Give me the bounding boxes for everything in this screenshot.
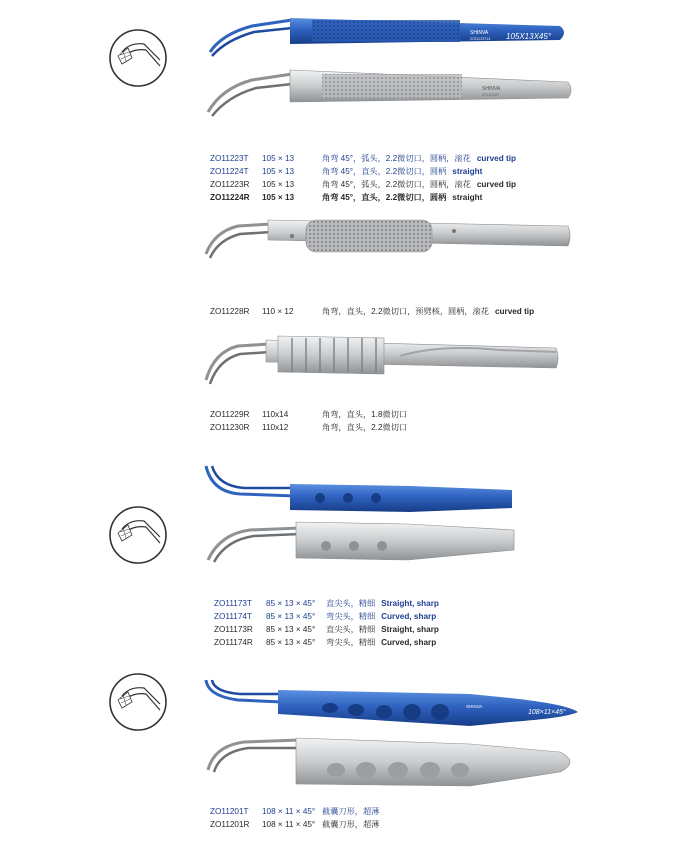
product-code: ZO11173R <box>214 625 253 634</box>
product-code: ZO11224T <box>210 167 249 176</box>
product-english-note: Curved, sharp <box>381 638 437 647</box>
caption-line <box>210 165 516 178</box>
forceps-steel-knurled <box>208 70 571 116</box>
tip-detail-icon <box>110 30 166 86</box>
caption-line <box>210 191 516 204</box>
product-size: 85 × 13 × 45° <box>266 638 316 647</box>
product-size: 108 × 11 × 45° <box>262 807 316 816</box>
caption-line <box>214 636 439 649</box>
product-code: ZO11201R <box>210 820 250 829</box>
product-size: 105 × 13 <box>262 154 295 163</box>
instrument-brand-mark: SHINVA <box>466 704 483 709</box>
forceps-steel-ringed-grip <box>206 336 558 384</box>
product-description: 弯尖头，精细 <box>326 612 376 621</box>
caption-group-5 <box>210 805 385 831</box>
product-english-note: straight <box>452 167 483 176</box>
instrument-brand-mark: SHINVA <box>470 30 489 36</box>
product-english-note: straight <box>452 193 483 202</box>
forceps-steel-capsulorhexis <box>208 738 570 786</box>
product-size: 85 × 13 × 45° <box>266 625 316 634</box>
product-code: ZO11229R <box>210 410 250 419</box>
product-english-note: curved tip <box>494 307 535 316</box>
product-english-note: Straight, sharp <box>381 625 439 634</box>
product-english-note: curved tip <box>476 180 516 189</box>
product-size: 85 × 13 × 45° <box>266 612 316 621</box>
product-english-note: Straight, sharp <box>381 599 439 608</box>
product-size: 85 × 13 × 45° <box>266 599 316 608</box>
product-english-note: curved tip <box>476 154 516 163</box>
product-size: 105 × 13 <box>262 193 295 202</box>
product-size: 105 × 13 <box>262 180 295 189</box>
product-code: ZO11174R <box>214 638 253 647</box>
product-english-note: Curved, sharp <box>381 612 437 621</box>
tip-detail-icon <box>110 507 166 563</box>
caption-line <box>210 805 385 818</box>
product-code: ZO11223R <box>210 180 250 189</box>
instrument-brand-mark: SHINVA <box>482 86 501 92</box>
caption-line <box>214 597 439 610</box>
product-code: ZO11201T <box>210 807 249 816</box>
tip-detail-icon <box>110 674 166 730</box>
instrument-code-mark: ZO11223R <box>482 93 499 97</box>
caption-line <box>210 178 516 191</box>
instrument-code-mark: ZO11223T14 <box>470 37 491 41</box>
caption-group-3 <box>210 408 413 434</box>
product-description: 角弯 45°，弧头，2.2微切口，圆柄，滚花 <box>322 154 471 163</box>
instrument-engraving: 108×11×45° <box>528 709 566 716</box>
caption-group-2 <box>210 305 534 318</box>
product-code: ZO11228R <box>210 307 250 316</box>
forceps-blue-knurled <box>210 18 564 56</box>
product-size: 105 × 13 <box>262 167 295 176</box>
product-description: 截囊刀形，超薄 <box>322 820 380 829</box>
product-size: 110x12 <box>262 423 289 432</box>
caption-line <box>214 610 439 623</box>
product-description: 角弯，直头，1.8微切口 <box>322 410 408 419</box>
caption-line <box>210 818 385 831</box>
product-description: 角弯，直头，2.2微切口 <box>322 423 408 432</box>
product-size: 110x14 <box>262 410 289 419</box>
caption-line <box>210 421 413 434</box>
product-code: ZO11230R <box>210 423 250 432</box>
product-code: ZO11173T <box>214 599 252 608</box>
product-description: 弯尖头，精细 <box>326 638 376 647</box>
caption-line <box>210 305 534 318</box>
product-code: ZO11223T <box>210 154 249 163</box>
forceps-blue-fenestrated <box>206 466 512 512</box>
product-description: 角弯 45°，直头，2.2微切口，圆柄 <box>322 167 447 176</box>
product-description: 截囊刀形，超薄 <box>322 807 380 816</box>
product-code: ZO11174T <box>214 612 252 621</box>
product-description: 直尖头，精细 <box>326 599 376 608</box>
caption-group-4 <box>214 597 439 649</box>
product-size: 108 × 11 × 45° <box>262 820 316 829</box>
product-description: 直尖头，精细 <box>326 625 376 634</box>
instrument-engraving: 105X13X45° <box>506 32 552 41</box>
forceps-steel-fenestrated <box>208 522 514 562</box>
caption-line <box>214 623 439 636</box>
caption-line <box>210 152 516 165</box>
forceps-steel-knurled-grip <box>206 220 570 258</box>
product-description: 角弯，直头，2.2微切口，预劈核，圆柄，滚花 <box>322 307 489 316</box>
forceps-blue-capsulorhexis <box>206 680 578 726</box>
product-description: 角弯 45°，弧头，2.2微切口，圆柄，滚花 <box>322 180 471 189</box>
caption-group-1 <box>210 152 516 204</box>
product-size: 110 × 12 <box>262 307 294 316</box>
caption-line <box>210 408 413 421</box>
product-description: 角弯 45°，直头，2.2微切口，圆柄 <box>322 193 447 202</box>
product-code: ZO11224R <box>210 193 250 202</box>
